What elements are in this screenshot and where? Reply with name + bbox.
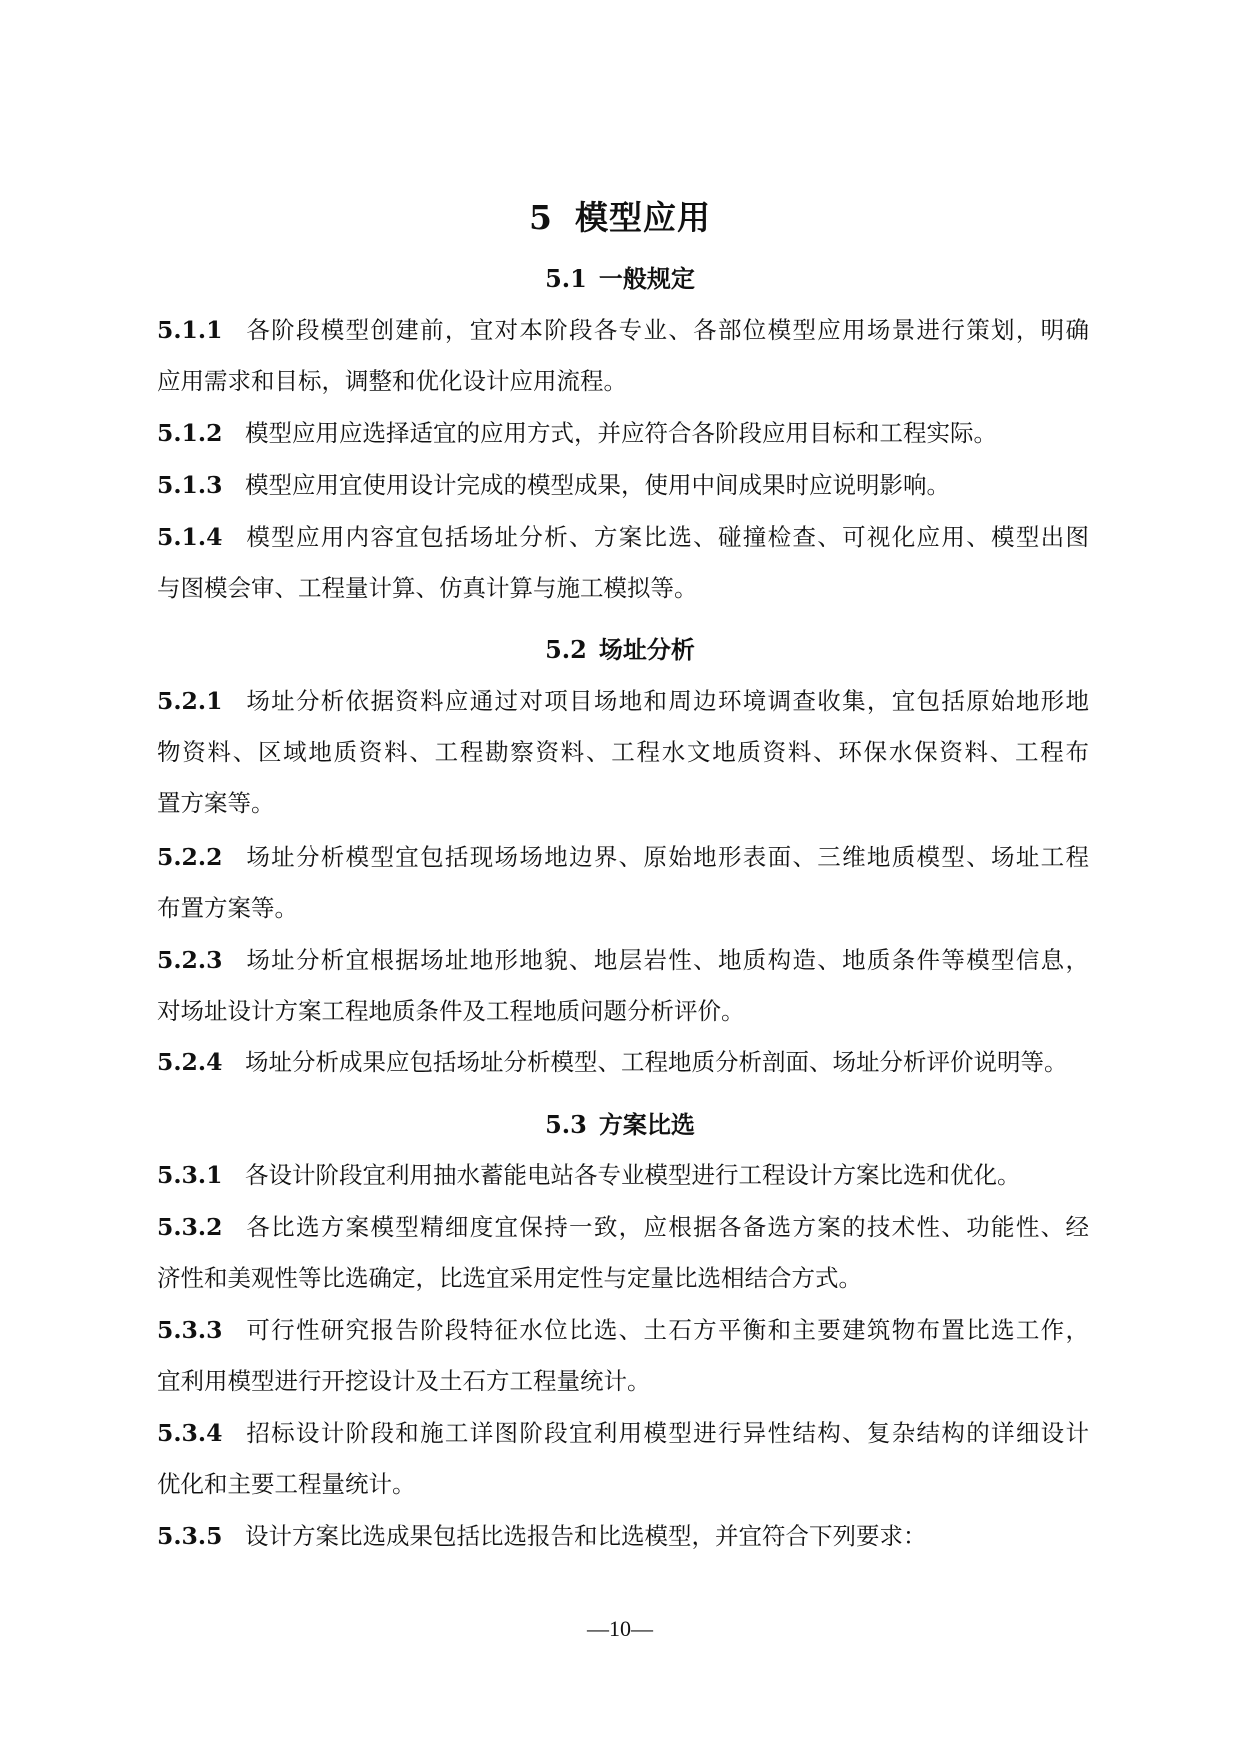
clause-text: 场址分析成果应包括场址分析模型、工程地质分析剖面、场址分析评价说明等。 — [245, 1048, 1068, 1076]
clause-text: 设计方案比选成果包括比选报告和比选模型，并宜符合下列要求： — [245, 1522, 927, 1550]
clause-text: 各阶段模型创建前，宜对本阶段各专业、各部位模型应用场景进行策划，明确 — [245, 316, 1089, 344]
section-title-5-2: 5.2 场址分析 — [545, 635, 695, 664]
clause-text: 模型应用内容宜包括场址分析、方案比选、碰撞检查、可视化应用、模型出图 — [245, 523, 1089, 551]
clause-5-3-5 — [157, 1511, 1089, 1562]
clause-text: 招标设计阶段和施工详图阶段宜利用模型进行异性结构、复杂结构的详细设计 — [245, 1419, 1089, 1447]
clause-text: 优化和主要工程量统计。 — [157, 1470, 416, 1498]
clause-number: 5.3.3 — [157, 1316, 223, 1344]
clause-text: 各比选方案模型精细度宜保持一致，应根据各备选方案的技术性、功能性、经 — [245, 1213, 1089, 1241]
clause-number: 5.1.1 — [157, 316, 223, 344]
chapter-number: 5 — [529, 198, 553, 237]
clause-text: 物资料、区域地质资料、工程勘察资料、工程水文地质资料、环保水保资料、工程布 — [157, 738, 1089, 766]
clause-number: 5.3.2 — [157, 1213, 223, 1241]
clause-number: 5.3.5 — [157, 1522, 223, 1550]
clause-text: 应用需求和目标，调整和优化设计应用流程。 — [157, 367, 627, 395]
section-title-5-3: 5.3 方案比选 — [545, 1110, 695, 1139]
clause-text: 场址分析宜根据场址地形地貌、地层岩性、地质构造、地质条件等模型信息， — [245, 946, 1089, 974]
clause-text: 可行性研究报告阶段特征水位比选、土石方平衡和主要建筑物布置比选工作， — [245, 1316, 1089, 1344]
clause-text: 置方案等。 — [157, 789, 275, 817]
clause-text: 布置方案等。 — [157, 894, 298, 922]
clause-5-2-4 — [157, 1037, 1089, 1088]
clause-5-3-2 — [157, 1202, 1089, 1304]
clause-text: 场址分析依据资料应通过对项目场地和周边环境调查收集，宜包括原始地形地 — [245, 687, 1089, 715]
clause-5-1-4 — [157, 512, 1089, 614]
clause-number: 5.1.4 — [157, 523, 223, 551]
clause-text: 模型应用宜使用设计完成的模型成果，使用中间成果时应说明影响。 — [245, 471, 950, 499]
clause-text: 场址分析模型宜包括现场场地边界、原始地形表面、三维地质模型、场址工程 — [245, 843, 1089, 871]
chapter-title — [0, 192, 1240, 239]
clause-number: 5.2.1 — [157, 687, 223, 715]
clause-5-1-1 — [157, 305, 1089, 407]
clause-number: 5.1.3 — [157, 471, 223, 499]
clause-number: 5.1.2 — [157, 419, 223, 447]
clause-text: 各设计阶段宜利用抽水蓄能电站各专业模型进行工程设计方案比选和优化。 — [245, 1161, 1021, 1189]
clause-5-2-3 — [157, 935, 1089, 1037]
clause-number: 5.2.2 — [157, 843, 223, 871]
clause-5-3-1 — [157, 1150, 1089, 1201]
clause-number: 5.2.4 — [157, 1048, 223, 1076]
clause-5-1-3 — [157, 460, 1089, 511]
section-title-5-1: 5.1 一般规定 — [545, 264, 695, 293]
clause-text: 模型应用应选择适宜的应用方式，并应符合各阶段应用目标和工程实际。 — [245, 419, 997, 447]
clause-number: 5.3.1 — [157, 1161, 223, 1189]
clause-text: 对场址设计方案工程地质条件及工程地质问题分析评价。 — [157, 997, 745, 1025]
chapter-title-text: 模型应用 — [574, 198, 711, 237]
clause-text: 济性和美观性等比选确定，比选宜采用定性与定量比选相结合方式。 — [157, 1264, 862, 1292]
clause-number: 5.2.3 — [157, 946, 223, 974]
clause-5-3-3 — [157, 1305, 1089, 1407]
clause-5-1-2 — [157, 408, 1089, 459]
page-number: —10— — [587, 1616, 653, 1641]
clause-5-3-4 — [157, 1408, 1089, 1510]
clause-number: 5.3.4 — [157, 1419, 223, 1447]
clause-text: 宜利用模型进行开挖设计及土石方工程量统计。 — [157, 1367, 651, 1395]
clause-5-2-1 — [157, 676, 1089, 829]
clause-5-2-2 — [157, 832, 1089, 934]
clause-text: 与图模会审、工程量计算、仿真计算与施工模拟等。 — [157, 574, 698, 602]
